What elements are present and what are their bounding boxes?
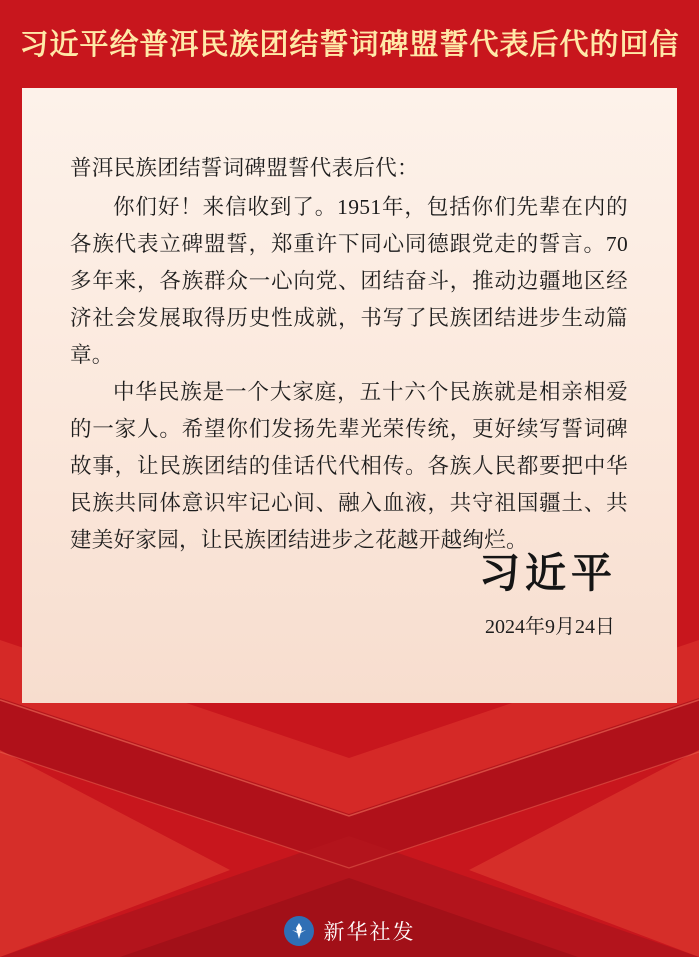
letter-paragraph-1: 你们好！来信收到了。1951年，包括你们先辈在内的各族代表立碑盟誓，郑重许下同心同德跟党走的誓言。70多年来，各族群众一心向党、团结奋斗，推动边疆地区经济社会发展取得历史性成就，书写了民族团结进步生动篇章。 (70, 195, 628, 367)
letter-date: 2024年9月24日 (485, 616, 615, 638)
xinhua-logo-icon (284, 916, 314, 946)
letter-salutation: 普洱民族团结誓词碑盟誓代表后代： (70, 156, 419, 180)
footer-credit (0, 905, 699, 957)
letter-sheet (22, 88, 677, 703)
footer-agency-label: 新华社发 (323, 921, 416, 944)
letter-signature: 习近平 (479, 550, 617, 596)
letter-body (70, 150, 628, 559)
letter-paragraph-2: 中华民族是一个大家庭，五十六个民族就是相亲相爱的一家人。希望你们发扬先辈光荣传统，更好续写誓词碑故事，让民族团结的佳话代代相传。各族人民都要把中华民族共同体意识牢记心间、融入血液，共守祖国疆土、共建美好家园，让民族团结进步之花越开越绚烂。 (70, 380, 628, 552)
page-title: 习近平给普洱民族团结誓词碑盟誓代表后代的回信 (19, 29, 680, 61)
